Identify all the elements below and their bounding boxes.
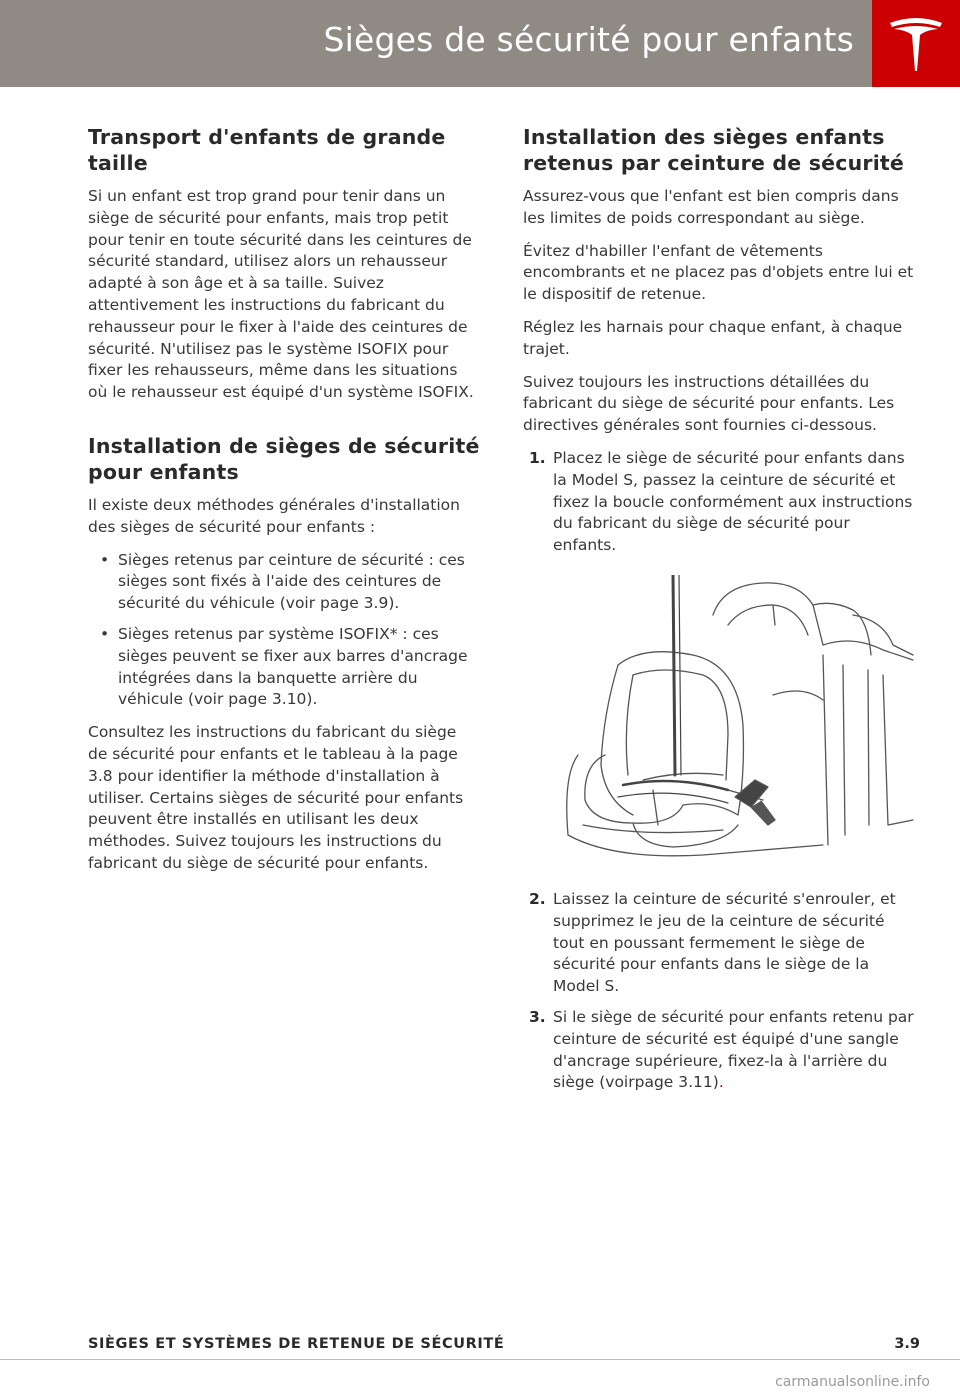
list-item: • Sièges retenus par système ISOFIX* : ces sièges peuvent se fixer aux barres d'ancrage intégrées dans la banquette arrière du véhicule (voir page 3.10).	[100, 624, 480, 711]
paragraph: Réglez les harnais pour chaque enfant, à chaque trajet.	[523, 317, 903, 358]
step-text: Laissez la ceinture de sécurité s'enrouler, et supprimez le jeu de la ceinture de sécurité tout en poussant fermement le siège de sécurité pour enfants dans le siège de la Model S.	[553, 889, 896, 996]
tesla-t-logo-icon	[886, 13, 946, 75]
left-column	[88, 124, 480, 886]
installation-steps-continued	[523, 889, 915, 1094]
child-seat-belt-illustration	[523, 575, 915, 865]
step-item	[523, 889, 915, 998]
step-number: 3.	[529, 1007, 546, 1026]
paragraph-large-children: Si un enfant est trop grand pour tenir dans un siège de sécurité pour enfants, mais trop petit pour tenir en toute sécurité dans les ceintures de sécurité standard, utilisez alors un rehausseur adapté à son âge et à sa taille. Suivez attentivement les instructions du fabricant du rehausseur pour le fixer à l'aide des ceintures de sécurité. N'utilisez pas le système ISOFIX pour fixer les rehausseurs, même dans les situations où le rehausseur est équipé d'un système ISOFIX.	[88, 187, 474, 402]
step-number: 2.	[529, 889, 546, 908]
paragraph: Évitez d'habiller l'enfant de vêtements encombrants et ne placez pas d'objets entre lui et le dispositif de retenue.	[523, 241, 914, 304]
paragraph-install-consult: Consultez les instructions du fabricant du siège de sécurité pour enfants et le tableau à la page 3.8 pour identifier la méthode d'installation à utiliser. Certains sièges de sécurité pour enfants peuvent être installés en utilisant les deux méthodes. Suivez toujours les instructions du fabricant du siège de sécurité pour enfants.	[88, 723, 464, 872]
footer-page-number: 3.9	[894, 1336, 920, 1352]
installation-steps	[523, 448, 915, 557]
step-number: 1.	[529, 448, 546, 467]
step-item	[523, 1007, 915, 1094]
paragraph: Assurez-vous que l'enfant est bien compris dans les limites de poids correspondant au siège.	[523, 187, 899, 227]
list-item: • Sièges retenus par ceinture de sécurité : ces sièges sont fixés à l'aide des ceintures de sécurité du véhicule (voir page 3.9).	[100, 550, 480, 615]
section-heading-install-child-seats: Installation de sièges de sécurité pour enfants	[88, 433, 480, 484]
paragraph-install-intro: Il existe deux méthodes générales d'installation des sièges de sécurité pour enfants :	[88, 495, 460, 536]
step-text: Placez le siège de sécurité pour enfants dans la Model S, passez la ceinture de sécurité et fixez la boucle conformément aux instructions du fabricant du siège de sécurité pour enfants.	[553, 448, 913, 555]
right-column	[523, 124, 915, 1103]
footer-divider	[0, 1359, 960, 1360]
page-title: Sièges de sécurité pour enfants	[323, 20, 854, 59]
section-heading-belt-installation: Installation des sièges enfants retenus par ceinture de sécurité	[523, 125, 905, 175]
section-heading-large-children: Transport d'enfants de grande taille	[88, 125, 446, 175]
step-item	[523, 448, 915, 557]
brand-logo	[872, 0, 960, 87]
paragraph: Suivez toujours les instructions détaillées du fabricant du siège de sécurité pour enfants. Les directives générales sont fournies ci-dessous.	[523, 372, 895, 435]
step-trailing-mark: .	[718, 1073, 724, 1092]
footer-section-title: SIÈGES ET SYSTÈMES DE RETENUE DE SÉCURITÉ	[88, 1336, 505, 1352]
install-methods-list	[88, 550, 480, 712]
page-header	[0, 0, 960, 87]
watermark: carmanualsonline.info	[775, 1374, 930, 1390]
step-text: Si le siège de sécurité pour enfants retenu par ceinture de sécurité est équipé d'une sangle d'ancrage supérieure, fixez-la à l'arrière du siège (voirpage 3.11)	[553, 1007, 914, 1092]
